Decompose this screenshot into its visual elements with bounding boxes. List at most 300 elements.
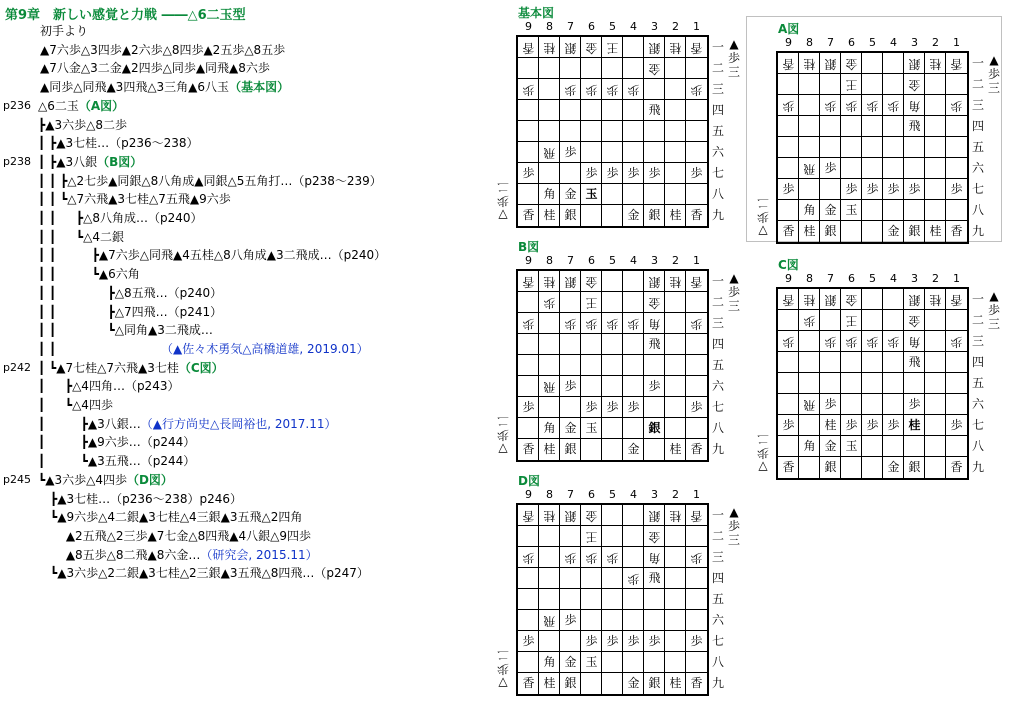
move-text: ┃ ┗△4四歩 [38,398,113,412]
board-square [539,58,560,79]
sente-piece: 歩 [606,166,619,180]
board-square [862,415,883,436]
rank-number: 一 [711,508,724,522]
board-square [560,397,581,418]
gote-piece: 桂 [803,293,816,307]
board-square [644,142,665,163]
gote-piece: 金 [845,293,858,307]
board-square [820,221,841,242]
board-square [820,95,841,116]
tree-line [38,377,179,395]
board-square [686,397,707,418]
board-square [602,37,623,58]
board-square [665,58,686,79]
file-number: 3 [651,488,658,501]
gote-piece: 桂 [929,293,942,307]
board-square [623,418,644,439]
gote-piece: 歩 [845,99,858,113]
sente-piece: 銀 [648,421,661,435]
board-square [602,163,623,184]
sente-piece: 桂 [543,676,556,690]
gote-piece: 歩 [690,317,703,331]
sente-piece: 金 [564,187,577,201]
page-ref: p236 [3,98,31,112]
board-square [560,313,581,334]
board-square [686,313,707,334]
board-square [623,292,644,313]
board-square [644,568,665,589]
board-square [686,271,707,292]
diagram-title: 基本図 [518,6,555,20]
board-square [883,221,904,242]
move-text: ┃ ┗▲7七桂△7六飛▲3七桂 [38,360,179,375]
board-square [581,568,602,589]
sente-hand: ▲ 歩 三 [987,289,1000,331]
tree-line [38,172,382,190]
sente-hand: ▲ 歩 三 [727,271,740,313]
rank-number: 五 [711,124,724,138]
file-number: 4 [630,488,637,501]
board-square [799,457,820,478]
rank-number: 四 [711,337,724,351]
gote-piece: 銀 [908,57,921,71]
rank-number: 三 [971,98,984,112]
board-square [623,79,644,100]
sente-piece: 歩 [782,418,795,432]
file-number: 9 [525,254,532,267]
gote-piece: 歩 [866,99,879,113]
board-square [686,547,707,568]
board-square [644,184,665,205]
board-square [539,397,560,418]
board-square [686,79,707,100]
gote-piece: 金 [908,314,921,328]
board-square [841,158,862,179]
board-square [862,221,883,242]
file-number: 2 [672,488,679,501]
board-square [946,289,967,310]
board-square [904,74,925,95]
rank-number: 四 [711,103,724,117]
board-square [665,568,686,589]
board-square [925,200,946,221]
board-square [602,439,623,460]
board-square [623,121,644,142]
board-square [644,205,665,226]
sente-piece: 銀 [908,460,921,474]
sente-piece: 歩 [845,182,858,196]
move-text: ┃ ┃ ┗△4二銀 [38,229,124,244]
board-square [946,415,967,436]
gote-piece: 銀 [648,41,661,55]
sente-piece: 玉 [585,655,598,669]
board-square [518,631,539,652]
sente-piece: 歩 [845,418,858,432]
sente-piece: 歩 [887,182,900,196]
board-square [581,184,602,205]
board-square [862,331,883,352]
rank-number: 二 [711,295,724,309]
board-square [560,418,581,439]
gote-piece: 金 [648,62,661,76]
board-square [820,200,841,221]
board-diagram [752,20,1000,250]
board-square [925,74,946,95]
board-square [644,355,665,376]
rank-number: 七 [711,400,724,414]
board-square [623,631,644,652]
board-square [518,37,539,58]
file-number: 5 [609,254,616,267]
board-square [778,95,799,116]
file-number: 1 [693,254,700,267]
board-square [623,58,644,79]
gote-piece: 歩 [522,317,535,331]
board-square [518,271,539,292]
board-square [904,352,925,373]
board-square [686,37,707,58]
board-square [778,436,799,457]
board-square [841,289,862,310]
file-number: 4 [890,272,897,285]
board-square [841,137,862,158]
sente-piece: 香 [782,460,795,474]
move-text: ┃ ┃ ┣△8五飛…（p240） [38,285,223,300]
board-square [623,589,644,610]
file-number: 2 [932,36,939,49]
sente-piece: 歩 [648,634,661,648]
board-square [904,457,925,478]
board-square [560,58,581,79]
sente-piece: 銀 [648,208,661,222]
gote-piece: 金 [908,78,921,92]
sente-piece: 銀 [564,442,577,456]
sente-piece: 銀 [824,460,837,474]
gote-hand: ▽ 歩 二 [497,648,510,690]
board-square [862,289,883,310]
sente-piece: 金 [824,439,837,453]
diagram-tag: （C図） [178,360,224,375]
board-square [686,376,707,397]
gote-piece: 飛 [803,398,816,412]
board-square [904,53,925,74]
board-square [560,142,581,163]
board-square [946,200,967,221]
board-square [904,415,925,436]
board-square [686,205,707,226]
board-square [623,184,644,205]
gote-hand: ▽ 歩 二 [497,180,510,222]
board-square [602,142,623,163]
board-square [623,652,644,673]
board-square [539,355,560,376]
sente-piece: 金 [824,203,837,217]
diagram-title: A図 [778,22,800,36]
board-square [665,205,686,226]
board-square [904,158,925,179]
board-square [539,184,560,205]
board-square [560,610,581,631]
board-square [539,271,560,292]
board-square [946,310,967,331]
board-square [862,457,883,478]
board-square [518,142,539,163]
board-square [581,100,602,121]
board-square [539,589,560,610]
page-ref: p245 [3,472,31,486]
tree-line [38,415,336,433]
file-number: 3 [651,254,658,267]
board-square [623,397,644,418]
board-square [560,526,581,547]
board-square [539,121,560,142]
board-square [665,142,686,163]
board-square [925,331,946,352]
sente-piece: 歩 [648,166,661,180]
gote-piece: 桂 [543,41,556,55]
board-square [904,179,925,200]
board-square [904,394,925,415]
board-square [665,184,686,205]
gote-piece: 香 [690,275,703,289]
board-square [581,547,602,568]
sente-piece: 香 [950,224,963,238]
board-square [799,310,820,331]
gote-piece: 角 [648,551,661,565]
gote-piece: 歩 [585,83,598,97]
board-square [820,74,841,95]
file-number: 1 [693,488,700,501]
tree-line [38,209,203,227]
sente-piece: 玉 [845,439,858,453]
board-square [665,547,686,568]
board-square [665,313,686,334]
file-number: 5 [609,20,616,33]
board-square [560,205,581,226]
board-square [799,331,820,352]
tree-line [38,303,222,321]
sente-piece: 歩 [908,397,921,411]
file-number: 7 [567,254,574,267]
diagram-tag: （D図） [126,472,173,487]
file-number: 5 [869,36,876,49]
board-diagram [492,4,740,234]
sente-piece: 歩 [690,400,703,414]
board-square [539,205,560,226]
file-number: 3 [911,36,918,49]
sente-piece: 香 [782,224,795,238]
board-square [778,53,799,74]
sente-piece: 銀 [824,224,837,238]
board-square [925,352,946,373]
board-square [665,334,686,355]
move-text: ┃ ┃ ┣△2七歩▲同銀△8八角成▲同銀△5五角打…（p238〜239） [38,173,382,188]
tree-line [38,134,199,152]
gote-piece: 桂 [803,57,816,71]
file-number: 6 [848,272,855,285]
rank-number: 九 [711,676,724,690]
file-number: 3 [651,20,658,33]
file-number: 9 [525,20,532,33]
move-text: ┃ ┃ ┣△7四飛…（p241） [38,304,223,319]
board-square [686,355,707,376]
board-square [925,289,946,310]
board-square [623,568,644,589]
board-square [778,310,799,331]
board-square [841,436,862,457]
file-number: 1 [953,272,960,285]
board-square [946,331,967,352]
board-square [778,200,799,221]
gote-piece: 香 [690,509,703,523]
board-square [623,439,644,460]
board-square [539,376,560,397]
game-reference: （▲行方尚史△長岡裕也, 2017.11） [140,416,337,431]
board-square [925,179,946,200]
board-square [686,58,707,79]
board-square [904,373,925,394]
tree-line [38,153,142,171]
gote-piece: 金 [845,57,858,71]
board-square [602,292,623,313]
file-number: 9 [785,36,792,49]
board-square [602,79,623,100]
sente-piece: 歩 [522,166,535,180]
sente-piece: 歩 [648,379,661,393]
shogi-board [776,51,969,244]
board-square [602,58,623,79]
board-square [883,74,904,95]
board-square [602,631,623,652]
board-square [518,313,539,334]
board-square [539,439,560,460]
board-square [883,200,904,221]
move-text: ┗▲9六歩△4二銀▲3七桂△4三銀▲3五飛△2四角 [38,510,303,525]
board-square [778,331,799,352]
board-square [778,74,799,95]
board-square [539,652,560,673]
board-square [925,53,946,74]
board-square [904,289,925,310]
rank-number: 一 [711,274,724,288]
move-text: ▲同歩△同飛▲3四飛△3三角▲6八玉 [40,80,230,95]
sente-piece: 玉 [585,187,598,201]
board-square [518,568,539,589]
diagram-title: D図 [518,474,540,488]
gote-piece: 歩 [522,83,535,97]
rank-number: 三 [711,316,724,330]
rank-number: 四 [971,119,984,133]
board-square [799,74,820,95]
move-text: ┃ ┃ ┗△同角▲3二飛成… [38,323,213,338]
board-square [518,100,539,121]
board-square [665,271,686,292]
board-square [644,79,665,100]
game-reference: （▲佐々木勇気△高橋道雄, 2019.01） [166,341,369,356]
gote-piece: 銀 [648,275,661,289]
rank-number: 九 [711,442,724,456]
board-square [841,53,862,74]
board-square [623,271,644,292]
board-square [539,631,560,652]
gote-hand: ▽ 歩 二 [757,432,770,474]
board-square [581,610,602,631]
move-text: ┃ ┣▲3八銀 [38,154,98,169]
gote-piece: 歩 [803,314,816,328]
board-square [539,334,560,355]
board-square [644,376,665,397]
board-square [841,310,862,331]
sente-piece: 歩 [690,634,703,648]
move-text: ▲2五飛△2三歩▲7七金△8四飛▲4八銀△9四歩 [38,528,311,543]
board-square [518,673,539,694]
board-square [925,394,946,415]
sente-piece: 角 [543,187,556,201]
board-square [581,334,602,355]
board-square [799,53,820,74]
board-square [623,673,644,694]
sente-piece: 歩 [627,634,640,648]
board-square [539,79,560,100]
diagram-tag: （B図） [97,154,143,169]
board-square [820,394,841,415]
board-square [623,334,644,355]
sente-piece: 角 [803,439,816,453]
rank-number: 六 [971,161,984,175]
sente-piece: 桂 [669,676,682,690]
board-square [862,74,883,95]
board-square [518,526,539,547]
sente-piece: 飛 [648,571,661,585]
board-square [665,673,686,694]
board-square [518,292,539,313]
board-square [518,652,539,673]
board-square [560,631,581,652]
sente-piece: 歩 [606,634,619,648]
board-square [946,436,967,457]
board-square [946,221,967,242]
board-diagram [752,256,1000,486]
sente-piece: 香 [522,676,535,690]
sente-piece: 銀 [564,676,577,690]
board-square [518,58,539,79]
board-square [644,397,665,418]
diagram-tag: （基本図） [229,80,290,95]
shogi-board [516,503,709,696]
board-square [925,436,946,457]
board-square [665,526,686,547]
sente-piece: 香 [522,442,535,456]
rank-number: 七 [711,166,724,180]
board-square [778,289,799,310]
board-square [778,158,799,179]
board-square [686,100,707,121]
sente-piece: 歩 [782,182,795,196]
board-square [904,331,925,352]
board-square [862,158,883,179]
rank-number: 六 [971,397,984,411]
board-square [602,610,623,631]
gote-piece: 歩 [627,317,640,331]
board-square [820,436,841,457]
board-square [665,418,686,439]
board-square [862,394,883,415]
board-square [539,163,560,184]
sente-piece: 飛 [648,337,661,351]
board-square [841,200,862,221]
board-square [602,526,623,547]
board-square [665,100,686,121]
